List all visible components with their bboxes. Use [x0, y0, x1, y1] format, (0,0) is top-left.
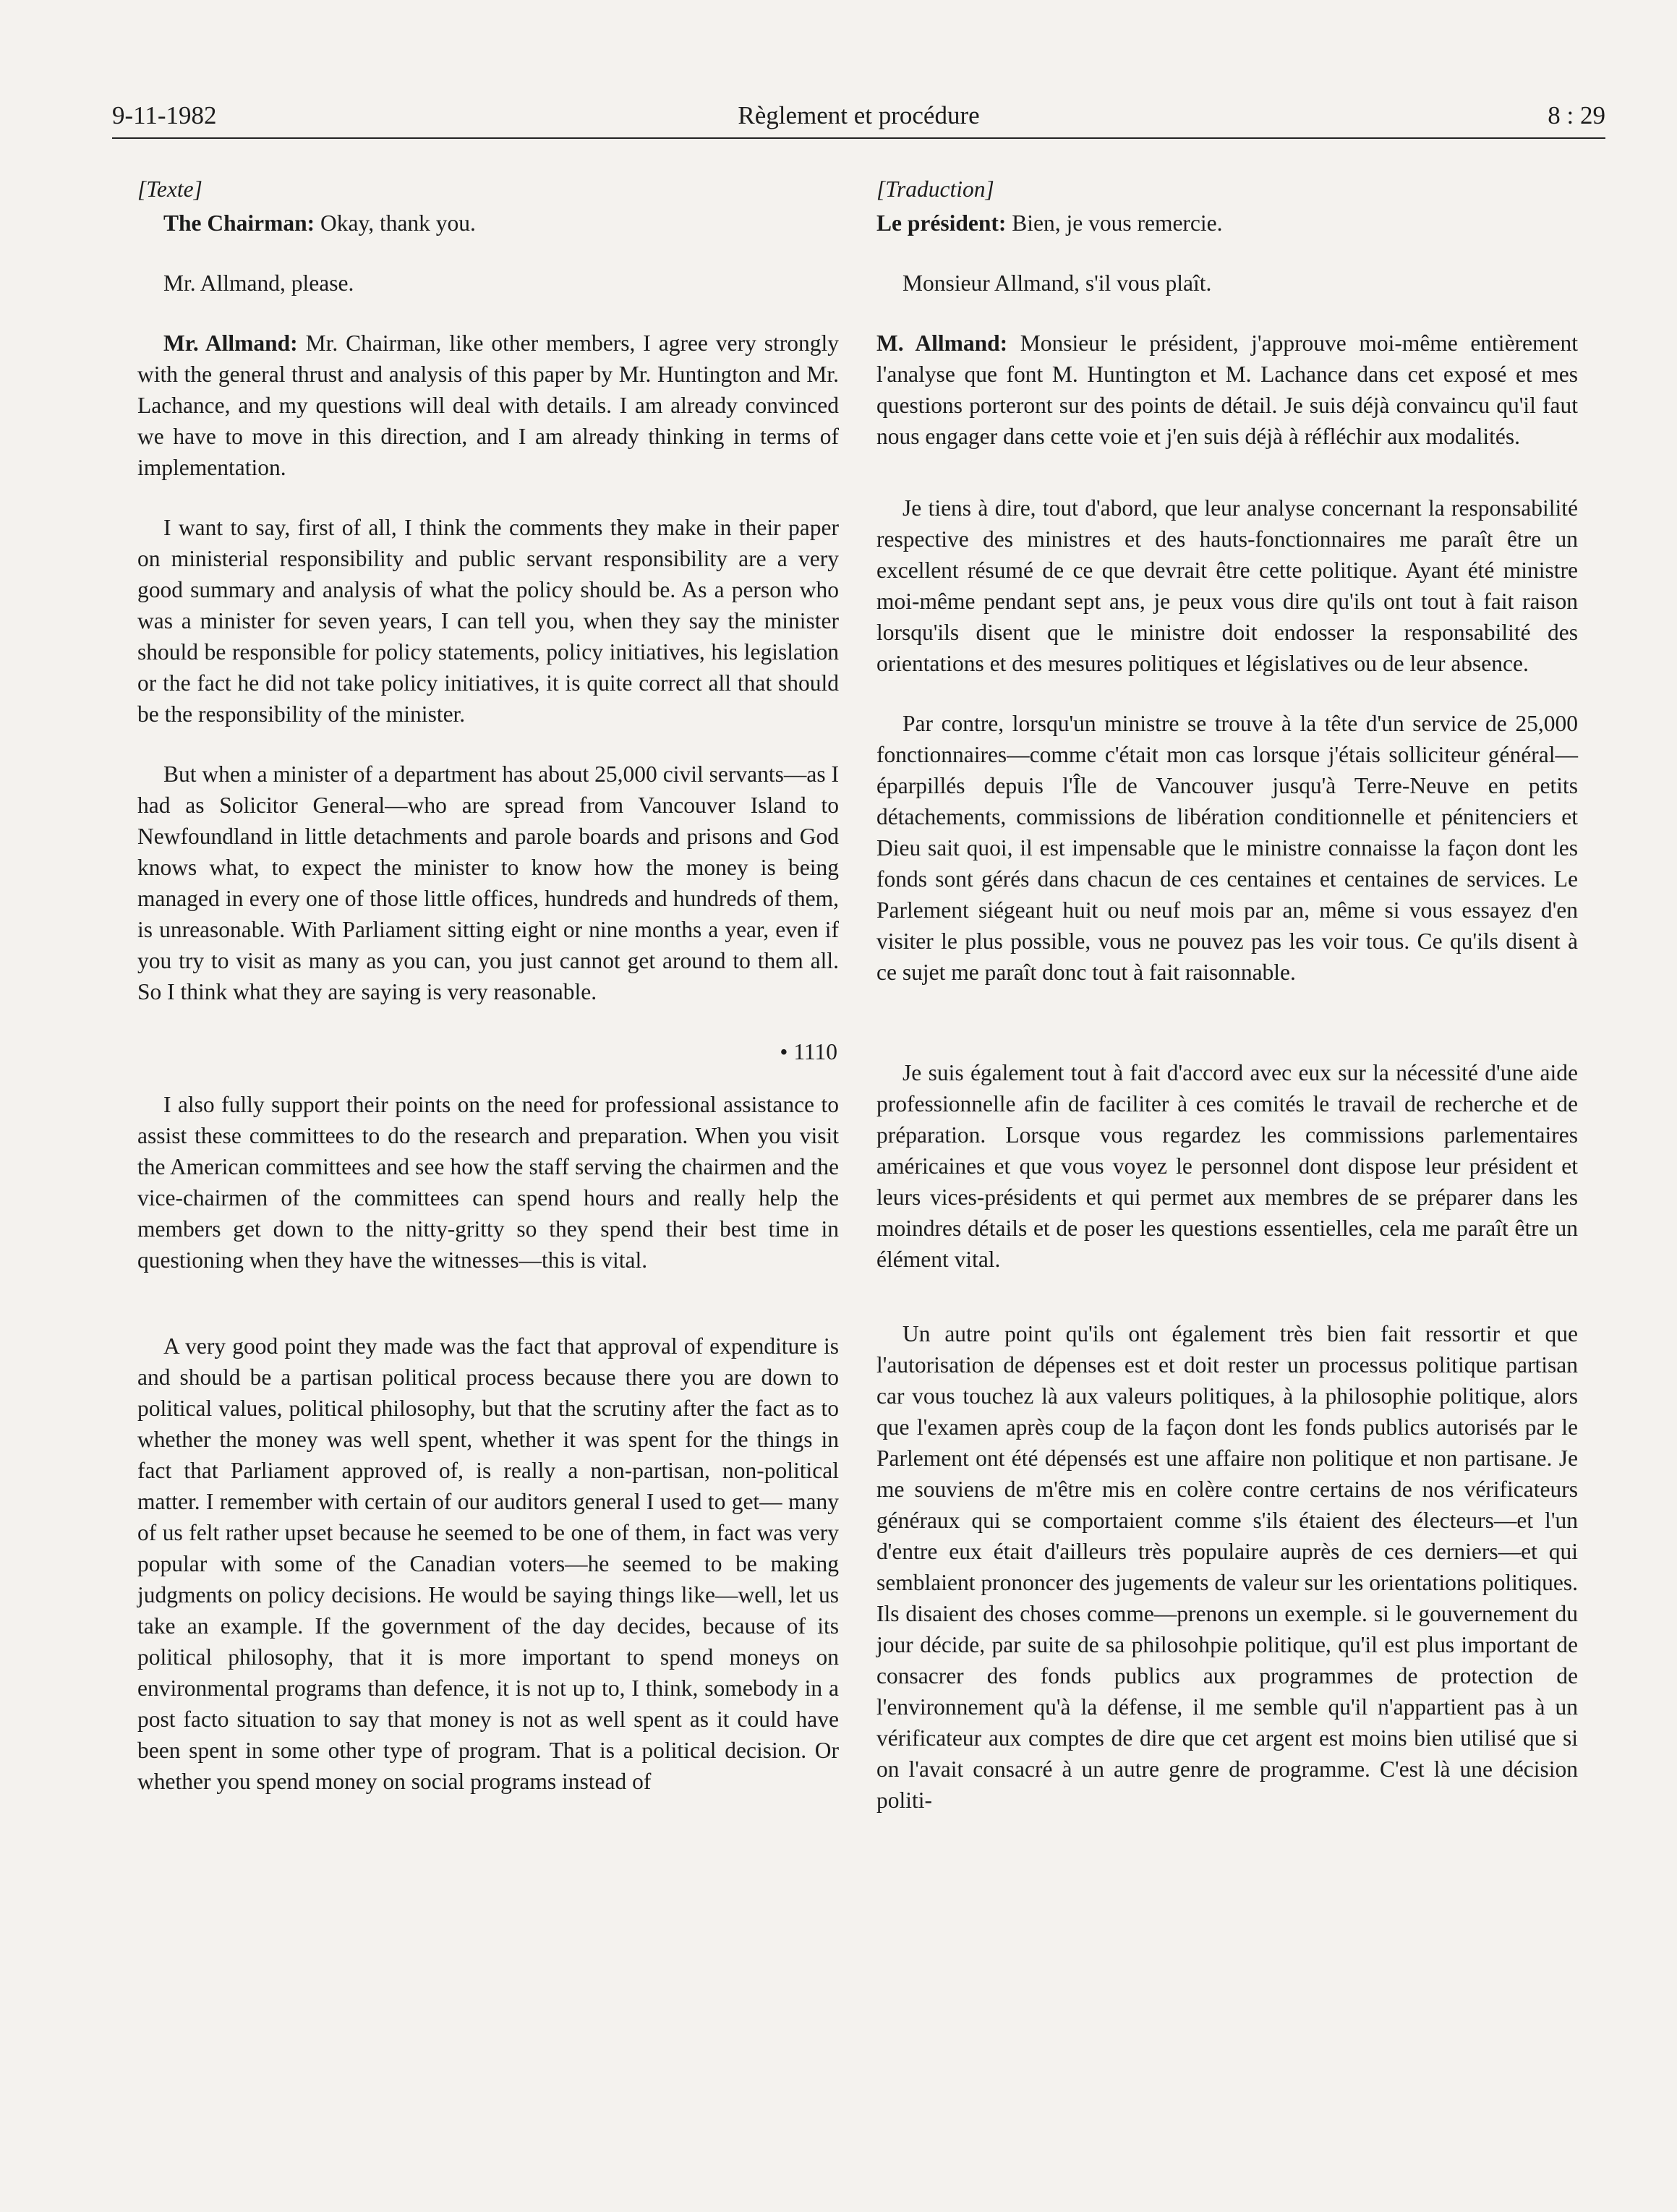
- speaker-name: The Chairman:: [163, 210, 315, 236]
- speech-text: Bien, je vous remercie.: [1006, 210, 1223, 236]
- paragraph: Je suis également tout à fait d'accord avec eux sur la nécessité d'une aide professionnelle afin de faciliter à ces comités le travail de recherche et de préparation. Lorsque vous regardez les commissions parlementaires américaines et que vous voyez le personnel dont dispose leur président et leurs vices-présidents et qui permet aux membres de se préparer dans les moindres détails et de poser les questions essentielles, cela me paraît être un élément vital.: [876, 1060, 1578, 1272]
- speaker-name: M. Allmand:: [876, 330, 1008, 356]
- speech-text: Monsieur le président, j'approuve moi-même entièrement l'analyse que font M. Huntington et M. Lachance dans cet exposé et mes questions porteront sur des points de détail. Je suis déjà convaincu qu'il faut nous engager dans cette voie et j'en suis déjà à réfléchir aux modalités.: [876, 330, 1579, 449]
- paragraph: Par contre, lorsqu'un ministre se trouve à la tête d'un service de 25,000 fonctionnaires—comme c'était mon cas lorsque j'étais solliciteur général—éparpillés depuis l'Île de Vancouver jusqu'à Terre-Neuve en petits détachements, commissions de libération conditionnelle et pénitenciers et Dieu sait quoi, il est impensable que le ministre connaisse la façon dont les fonds sont gérés dans chacun de ces centaines et centaines de services. Le Parlement siégeant huit ou neuf mois par an, même si vous essayez d'en visiter le plus possible, vous ne pouvez pas les voir tous. Ce qu'ils disent à ce sujet me paraît donc tout à fait raisonnable.: [876, 711, 1578, 985]
- column-tag: [Traduction]: [876, 176, 994, 202]
- french-column: [876, 174, 1578, 1816]
- paragraph: Mr. Allmand, please.: [163, 270, 354, 296]
- time-marker: • 1110: [780, 1039, 837, 1064]
- paragraph: Je tiens à dire, tout d'abord, que leur analyse concernant la responsabilité respective des ministres et des hauts-fonctionnaires me paraît être un excellent résumé de ce que devrait être cette politique. Ayant été ministre moi-même pendant sept ans, je peux vous dire qu'ils ont tout à fait raison lorsqu'ils disent que le ministre doit endosser la responsabilité des orientations et des mesures politiques et législatives ou de leur absence.: [876, 495, 1578, 676]
- paragraph: A very good point they made was the fact that approval of expenditure is and should be a partisan political process because there you are down to political values, political philosophy, but that the scrutiny after the fact as to whether the money was well spent, whether it was spent for the things in fact that Parliament approved of, is really a non-partisan, non-political matter. I remember with certain of our auditors general I used to get— many of us felt rather upset because he seemed to be one of them, in fact was very popular with some of the Canadian voters—he seemed to be making judgments on policy decisions. He would be saying things like—well, let us take an example. If the government of the day decides, because of its political philosophy, that it is more important to spend moneys on environmental programs than defence, it is not up to, I think, somebody in a post facto situation to say that money is not as well spent as it could have been spent in some other type of program. That is a political decision. Or whether you spend money on social programs instead of: [137, 1333, 839, 1794]
- header-date: 9-11-1982: [112, 101, 217, 129]
- paragraph: [137, 208, 839, 239]
- speaker-name: Mr. Allmand:: [163, 330, 298, 356]
- paragraph: [137, 328, 839, 483]
- speaker-name: Le président:: [876, 210, 1007, 236]
- paragraph: I also fully support their points on the need for professional assistance to assist these committees to do the research and preparation. When you visit the American committees and see how the staff serving the chairmen and the vice-chairmen of the committees can spend hours and really help the members get down to the nitty-gritty so they spend their best time in questioning when they have the witnesses—this is vital.: [137, 1092, 839, 1273]
- header-page-number: 8 : 29: [1548, 101, 1605, 129]
- paragraph: [876, 328, 1578, 452]
- english-column: [137, 174, 839, 1797]
- paragraph: [876, 208, 1578, 239]
- speech-text: Okay, thank you.: [315, 210, 476, 236]
- column-tag: [Texte]: [137, 176, 202, 202]
- paragraph: Monsieur Allmand, s'il vous plaît.: [902, 270, 1212, 296]
- paragraph: But when a minister of a department has about 25,000 civil servants—as I had as Solicitor General—who are spread from Vancouver Island to Newfoundland in little detachments and parole boards and prisons and God knows what, to expect the minister to know how the money is being managed in every one of those little offices, hundreds and hundreds of them, is unreasonable. With Parliament sitting eight or nine months a year, even if you try to visit as many as you can, you just cannot get around to them all. So I think what they are saying is very reasonable.: [137, 761, 839, 1004]
- paragraph: I want to say, first of all, I think the comments they make in their paper on ministerial responsibility and public servant responsibility are a very good summary and analysis of what the policy should be. As a person who was a minister for seven years, I can tell you, when they say the minister should be responsible for policy statements, policy initiatives, his legislation or the fact he did not take policy initiatives, it is quite correct all that should be the responsibility of the minister.: [137, 515, 839, 727]
- speech-text: Mr. Chairman, like other members, I agree very strongly with the general thrust and analysis of this paper by Mr. Huntington and Mr. Lachance, and my questions will deal with details. I am already convinced we have to move in this direction, and I am already thinking in terms of implementation.: [137, 330, 839, 480]
- page-header: [112, 101, 1605, 139]
- paragraph: Un autre point qu'ils ont également très bien fait ressortir et que l'autorisation de dépenses est et doit rester un processus politique partisan car vous touchez là aux valeurs politiques, à la philosophie politique, alors que l'examen après coup de la façon dont les fonds publics autorisés par le Parlement ont été dépensés est une affaire non politique et non partisane. Je me souviens de m'être mis en colère contre certains de nos vérificateurs généraux qui se comportaient comme s'ils étaient des électeurs—et l'un d'entre eux était d'ailleurs très populaire auprès de ces derniers—et qui semblaient prononcer des jugements de valeur sur les orientations politiques. Ils disaient des choses comme—prenons un exemple. si le gouvernement du jour décide, par suite de sa philosohpie politique, qu'il est plus important de consacrer des fonds publics aux programmes de protection de l'environnement qu'à la défense, il me semble qu'il n'appartient pas à un vérificateur aux comptes de dire que cet argent est moins bien utilisé que si on l'avait consacré à un autre genre de programme. C'est là une décision politi-: [876, 1321, 1578, 1813]
- header-title: Règlement et procédure: [738, 101, 980, 129]
